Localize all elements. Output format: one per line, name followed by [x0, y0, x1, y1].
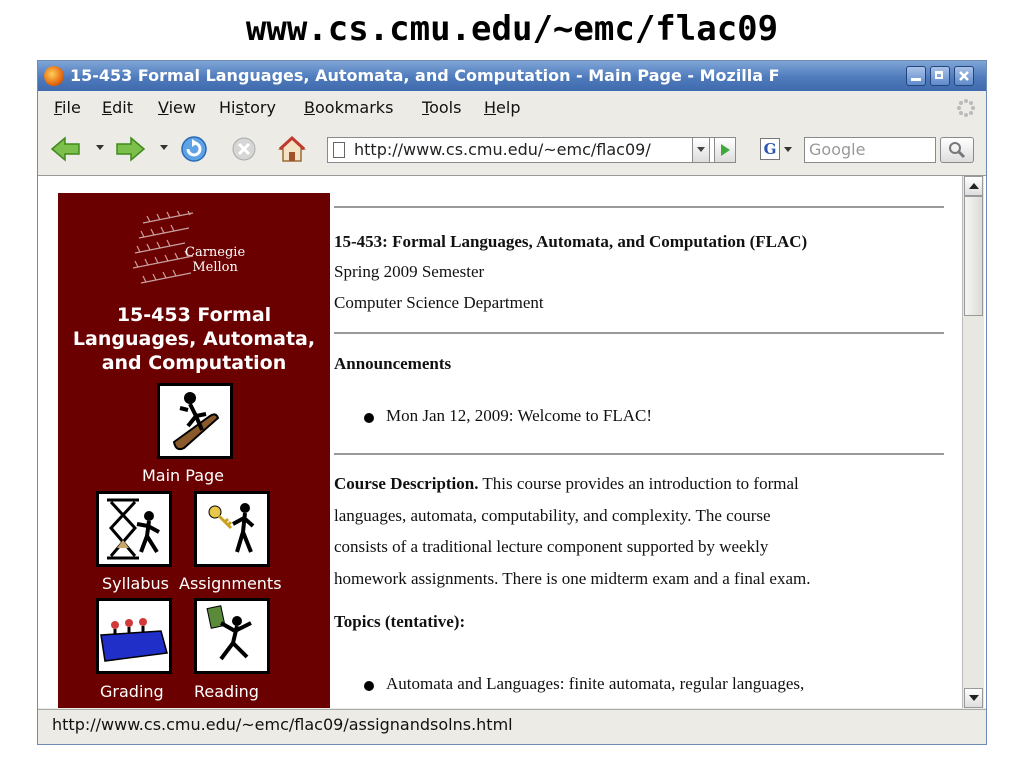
vertical-scrollbar[interactable] — [962, 176, 984, 708]
heading-line-1: 15-453 Formal — [116, 304, 272, 326]
menu-help[interactable]: Help — [484, 98, 521, 117]
stop-icon[interactable] — [228, 134, 260, 164]
sidebar — [58, 193, 330, 708]
forward-arrow-icon[interactable] — [114, 134, 146, 164]
firefox-icon — [44, 66, 64, 86]
search-engine-selector[interactable] — [760, 137, 802, 163]
sidebar-heading — [58, 303, 330, 375]
menu-bookmarks[interactable]: Bookmarks — [304, 98, 394, 117]
key-figure-icon — [197, 494, 267, 564]
main-page-icon[interactable] — [157, 383, 233, 459]
topics-heading: Topics (tentative): — [334, 612, 466, 631]
browser-window — [37, 60, 987, 745]
menu-file[interactable]: File — [54, 98, 81, 117]
course-description-line: consists of a traditional lecture component supported by weekly — [334, 537, 769, 556]
status-bar: http://www.cs.cmu.edu/~emc/flac09/assignandsolns.html — [38, 709, 987, 745]
go-button[interactable] — [714, 137, 736, 163]
divider — [334, 206, 944, 208]
menu-history[interactable]: History — [219, 98, 276, 117]
scroll-down-button[interactable] — [964, 688, 983, 708]
search-input[interactable]: Google — [804, 137, 936, 163]
bullet-icon — [364, 681, 374, 691]
topic-item: Automata and Languages: finite automata, regular languages, — [386, 674, 805, 693]
nav-grading[interactable]: Grading — [100, 682, 164, 701]
navigation-toolbar — [38, 125, 986, 173]
page-content — [38, 175, 987, 708]
back-history-dropdown[interactable] — [96, 145, 104, 150]
chevron-down-icon — [784, 147, 792, 152]
syllabus-icon[interactable] — [96, 491, 172, 567]
nav-main-page[interactable]: Main Page — [142, 466, 225, 485]
semester: Spring 2009 Semester — [334, 262, 485, 281]
logo-line-1: Carnegie — [185, 245, 246, 260]
hourglass-icon — [99, 494, 169, 564]
title-bar[interactable] — [38, 61, 986, 91]
google-icon: G — [760, 138, 780, 160]
window-title: 15-453 Formal Languages, Automata, and Computation - Main Page - Mozilla F — [70, 66, 780, 85]
throbber-icon — [956, 98, 976, 118]
logo-line-2: Mellon — [192, 260, 238, 275]
course-description-line: homework assignments. There is one midterm exam and a final exam. — [334, 569, 811, 588]
announcements-heading: Announcements — [334, 354, 452, 373]
reload-icon[interactable] — [178, 134, 210, 164]
description-text: This course provides an introduction to formal — [478, 474, 799, 493]
skateboarder-icon — [160, 386, 230, 456]
grading-icon[interactable] — [96, 598, 172, 674]
nav-assignments[interactable]: Assignments — [179, 574, 282, 593]
announcement-item: Mon Jan 12, 2009: Welcome to FLAC! — [386, 406, 653, 425]
home-icon[interactable] — [276, 134, 308, 164]
menu-view[interactable]: View — [158, 98, 196, 117]
url-text[interactable]: http://www.cs.cmu.edu/~emc/flac09/ — [354, 140, 651, 159]
assignments-icon[interactable] — [194, 491, 270, 567]
close-icon — [958, 70, 970, 82]
slide-title: www.cs.cmu.edu/~emc/flac09 — [245, 9, 779, 49]
menu-tools[interactable]: Tools — [422, 98, 462, 117]
department: Computer Science Department — [334, 293, 544, 312]
divider — [334, 332, 944, 334]
course-title: 15-453: Formal Languages, Automata, and Computation (FLAC) — [334, 232, 808, 251]
main-column — [334, 176, 954, 708]
minimize-button[interactable] — [906, 66, 926, 86]
divider — [334, 453, 944, 455]
description-label: Course Description. — [334, 474, 479, 493]
nav-syllabus[interactable]: Syllabus — [102, 574, 169, 593]
scroll-thumb[interactable] — [964, 196, 983, 316]
bullet-icon — [364, 413, 374, 423]
cmu-logo — [133, 211, 253, 291]
menu-bar — [38, 91, 986, 125]
heading-line-2: Languages, Automata, — [72, 328, 316, 350]
menu-edit[interactable]: Edit — [102, 98, 133, 117]
search-icon — [941, 138, 973, 162]
back-arrow-icon[interactable] — [50, 134, 82, 164]
heading-line-3: and Computation — [101, 352, 287, 374]
nav-reading[interactable]: Reading — [194, 682, 259, 701]
url-history-dropdown[interactable] — [692, 137, 710, 163]
scroll-up-button[interactable] — [964, 176, 983, 196]
forward-history-dropdown[interactable] — [160, 145, 168, 150]
search-button[interactable] — [940, 137, 974, 163]
course-description-line: languages, automata, computability, and complexity. The course — [334, 506, 771, 525]
book-figure-icon — [197, 601, 267, 671]
close-button[interactable] — [954, 66, 974, 86]
course-description-line — [334, 474, 799, 494]
url-bar[interactable] — [327, 137, 732, 163]
reading-icon[interactable] — [194, 598, 270, 674]
page-icon — [333, 142, 345, 158]
cmu-logo-text — [185, 245, 245, 275]
maximize-button[interactable] — [930, 66, 950, 86]
podium-icon — [99, 601, 169, 671]
